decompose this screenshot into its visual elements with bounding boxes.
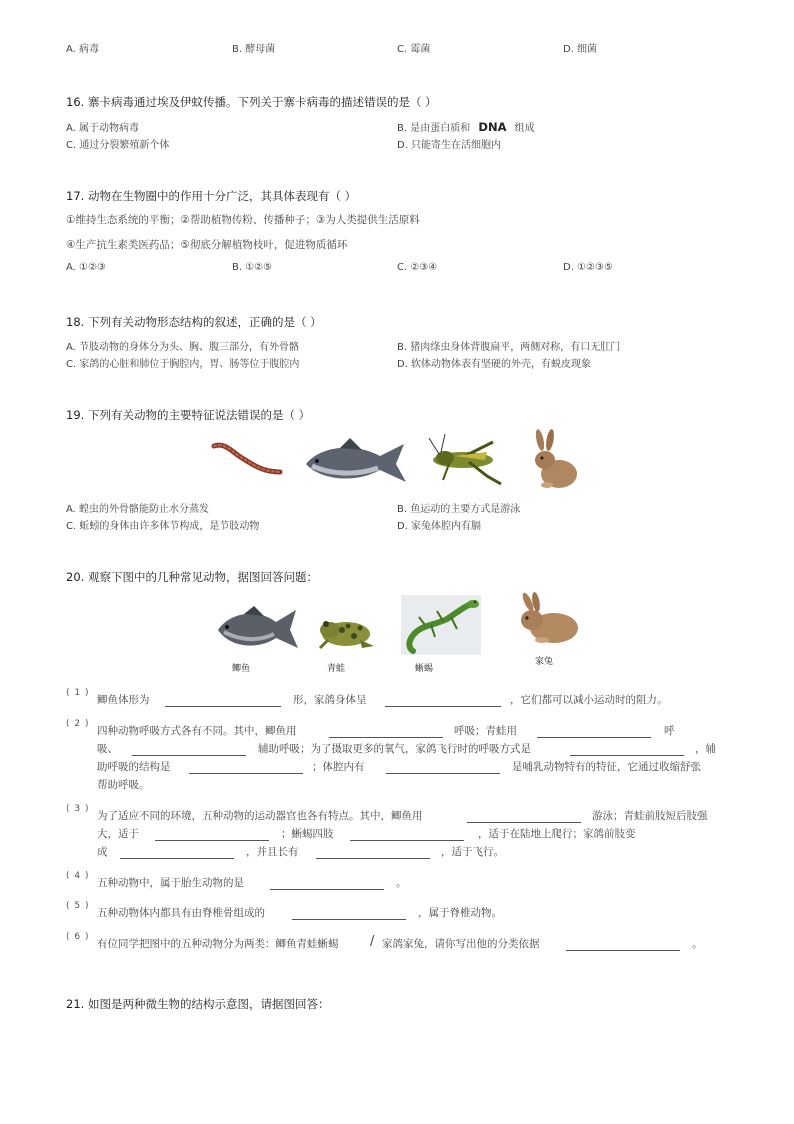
lizard-image bbox=[401, 595, 481, 655]
q20-stem: 20. 观察下图中的几种常见动物，据图回答问题： bbox=[66, 570, 318, 584]
q20-sub-2-blank-3[interactable] bbox=[132, 755, 246, 756]
q16-option-b-text: B. 是由蛋白质和 bbox=[397, 123, 471, 134]
q17-option-c: C. ②③④ bbox=[397, 262, 438, 273]
caption-crucian-carp: 鲫鱼 bbox=[232, 664, 251, 674]
q16-option-b bbox=[397, 119, 535, 134]
q20-sub-1-text-b: 形，家鸽身体呈 bbox=[293, 694, 367, 706]
q15-option-c: C. 霉菌 bbox=[397, 44, 431, 55]
q18-option-d: D. 软体动物体表有坚硬的外壳，有蜕皮现象 bbox=[397, 359, 592, 370]
q20-sub-3-line-1-a: 为了适应不同的环境，五种动物的运动器官也各有特点。其中，鲫鱼用 bbox=[97, 810, 423, 822]
q18-option-a: A. 节肢动物的身体分为头、胸、腹三部分，有外骨骼 bbox=[66, 342, 300, 353]
frog-image bbox=[316, 612, 378, 650]
q20-sub-3-blank-1[interactable] bbox=[467, 822, 581, 823]
q20-sub-2-line-4: 帮助呼吸。 bbox=[97, 779, 150, 791]
q20-sub-3-line-3-b: ，并且长有 bbox=[246, 846, 299, 858]
q19-stem: 19. 下列有关动物的主要特征说法错误的是（ ） bbox=[66, 408, 311, 422]
q20-sub-2-number: ( 2 ) bbox=[66, 719, 90, 729]
q15-option-d: D. 细菌 bbox=[563, 44, 598, 55]
q20-sub-4-blank[interactable] bbox=[270, 889, 384, 890]
caption-lizard: 蜥蜴 bbox=[415, 664, 434, 674]
q20-sub-2-line-2-a: 吸、 bbox=[97, 743, 118, 755]
q20-sub-6-number: ( 6 ) bbox=[66, 932, 90, 942]
q20-sub-2-blank-6[interactable] bbox=[386, 773, 500, 774]
q20-sub-3-line-3-a: 成 bbox=[97, 846, 108, 858]
q19-option-d: D. 家兔体腔内有膈 bbox=[397, 521, 482, 532]
q20-sub-2-line-3-a: 助呼吸的结构是 bbox=[97, 761, 171, 773]
q20-sub-3-blank-2[interactable] bbox=[155, 840, 269, 841]
q20-sub-2-blank-2[interactable] bbox=[537, 737, 651, 738]
q15-option-a: A. 病毒 bbox=[66, 44, 100, 55]
q20-sub-2-line-3-b: ；体腔内有 bbox=[312, 761, 365, 773]
q20-sub-5-text-b: ，属于脊椎动物。 bbox=[418, 907, 502, 919]
q20-sub-6-text-c: 。 bbox=[692, 938, 703, 950]
rabbit-image-q20 bbox=[512, 594, 584, 646]
q17-statement-line-2: ④生产抗生素类医药品；⑤彻底分解植物枝叶，促进物质循环 bbox=[66, 239, 348, 251]
q20-sub-2-blank-5[interactable] bbox=[189, 773, 303, 774]
q20-sub-2-blank-4[interactable] bbox=[570, 755, 684, 756]
q20-sub-2-line-2-b: 辅助呼吸；为了摄取更多的氧气，家鸽飞行时的呼吸方式是 bbox=[258, 743, 531, 755]
q18-stem: 18. 下列有关动物形态结构的叙述，正确的是（ ） bbox=[66, 315, 322, 329]
q20-sub-5-text-a: 五种动物体内都具有由脊椎骨组成的 bbox=[97, 907, 265, 919]
q15-option-b: B. 酵母菌 bbox=[232, 44, 276, 55]
q20-sub-3-line-1-b: 游泳；青蛙前肢短后肢强 bbox=[592, 810, 708, 822]
caption-frog: 青蛙 bbox=[327, 664, 346, 674]
grasshopper-image bbox=[425, 432, 509, 488]
q20-sub-3-line-2-c: ，适于在陆地上爬行；家鸽前肢变 bbox=[478, 828, 636, 840]
q20-sub-3-number: ( 3 ) bbox=[66, 804, 90, 814]
q17-statement-line-1: ①维持生态系统的平衡；②帮助植物传粉、传播种子；③为人类提供生活原料 bbox=[66, 214, 420, 226]
q20-sub-1-blank-1[interactable] bbox=[165, 706, 281, 707]
q17-option-a: A. ①②③ bbox=[66, 262, 106, 273]
q20-sub-5-number: ( 5 ) bbox=[66, 901, 90, 911]
q20-sub-6-slash: / bbox=[370, 934, 375, 949]
q20-sub-6-text-b: 家鸽家兔，请你写出他的分类依据 bbox=[382, 938, 540, 950]
q20-sub-5-blank[interactable] bbox=[292, 919, 406, 920]
q17-stem: 17. 动物在生物圈中的作用十分广泛，其具体表现有（ ） bbox=[66, 189, 357, 203]
q20-sub-3-line-3-c: ，适于飞行。 bbox=[441, 846, 504, 858]
q19-option-c: C. 蚯蚓的身体由许多体节构成，是节肢动物 bbox=[66, 521, 260, 532]
q16-option-b-suffix: 组成 bbox=[514, 123, 535, 134]
q17-option-b: B. ①②⑤ bbox=[232, 262, 273, 273]
q20-sub-3-line-2-a: 大，适于 bbox=[97, 828, 139, 840]
q16-option-c: C. 通过分裂繁殖新个体 bbox=[66, 140, 170, 151]
q19-option-b: B. 鱼运动的主要方式是游泳 bbox=[397, 504, 521, 515]
q18-option-b: B. 猪肉绦虫身体背腹扁平，两侧对称，有口无肛门 bbox=[397, 342, 621, 353]
q16-option-a: A. 属于动物病毒 bbox=[66, 123, 140, 134]
q20-sub-2-line-3-c: 是哺乳动物特有的特征，它通过收缩舒张 bbox=[512, 761, 701, 773]
q16-stem: 16. 寨卡病毒通过埃及伊蚊传播。下列关于寨卡病毒的描述错误的是（ ） bbox=[66, 95, 437, 109]
caption-rabbit: 家兔 bbox=[535, 657, 554, 667]
rabbit-image bbox=[525, 430, 585, 492]
q16-option-b-dna: DNA bbox=[478, 120, 507, 134]
q20-sub-2-line-1-b: 呼吸；青蛙用 bbox=[454, 725, 517, 737]
q16-option-d: D. 只能寄生在活细胞内 bbox=[397, 140, 502, 151]
q20-sub-2-line-1-a: 四种动物呼吸方式各有不同。其中，鲫鱼用 bbox=[97, 725, 297, 737]
q18-option-c: C. 家鸽的心脏和肺位于胸腔内，胃、肠等位于腹腔内 bbox=[66, 359, 300, 370]
crucian-carp-image bbox=[214, 604, 300, 654]
q20-sub-2-blank-1[interactable] bbox=[329, 737, 443, 738]
q20-sub-3-blank-4[interactable] bbox=[120, 858, 234, 859]
q21-stem: 21. 如图是两种微生物的结构示意图，请据图回答： bbox=[66, 997, 330, 1011]
q20-sub-3-line-2-b: ；蜥蜴四肢 bbox=[281, 828, 334, 840]
earthworm-image bbox=[210, 438, 285, 478]
q20-sub-2-line-2-c: ，辅 bbox=[695, 743, 716, 755]
q17-option-d: D. ①②③⑤ bbox=[563, 262, 613, 273]
q20-sub-6-blank[interactable] bbox=[566, 950, 680, 951]
q20-sub-4-text-a: 五种动物中，属于胎生动物的是 bbox=[97, 877, 244, 889]
q20-sub-1-text-c: ，它们都可以减小运动时的阻力。 bbox=[510, 694, 668, 706]
fish-image bbox=[300, 436, 410, 488]
q20-sub-3-blank-5[interactable] bbox=[316, 858, 430, 859]
q20-sub-1-text-a: 鲫鱼体形为 bbox=[97, 694, 150, 706]
q20-sub-2-line-1-c: 呼 bbox=[664, 725, 675, 737]
q19-option-a: A. 蝗虫的外骨骼能防止水分蒸发 bbox=[66, 504, 210, 515]
q20-sub-1-blank-2[interactable] bbox=[385, 706, 501, 707]
q20-sub-3-blank-3[interactable] bbox=[350, 840, 464, 841]
q20-sub-1-number: ( 1 ) bbox=[66, 688, 90, 698]
q20-sub-4-number: ( 4 ) bbox=[66, 871, 90, 881]
q20-sub-6-text-a: 有位同学把图中的五种动物分为两类：鲫鱼青蛙蜥蜴 bbox=[97, 938, 339, 950]
q20-sub-4-text-b: 。 bbox=[396, 877, 407, 889]
